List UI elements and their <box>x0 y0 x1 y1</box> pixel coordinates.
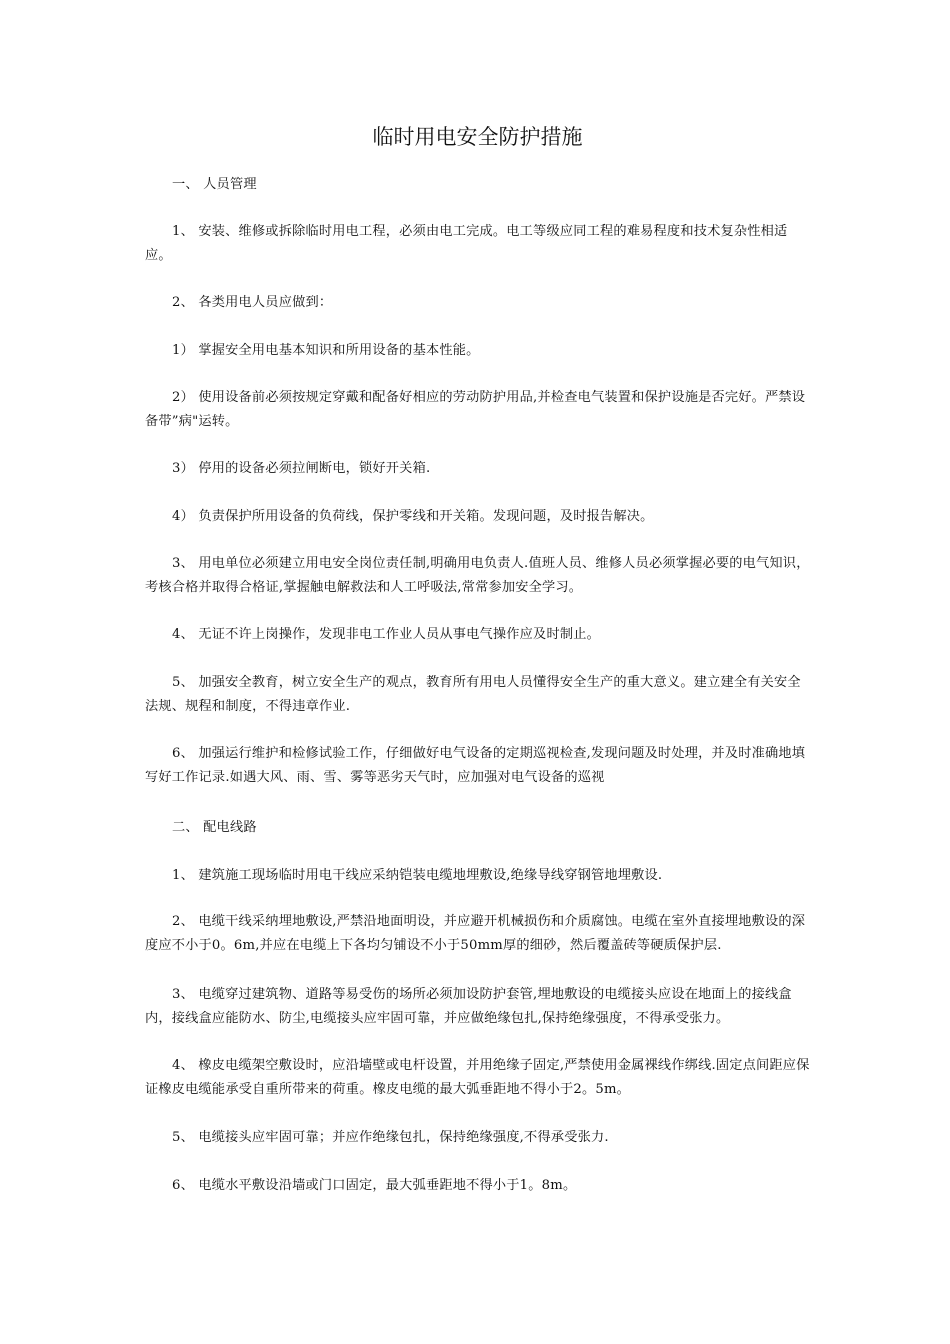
paragraph-2-1: 1） 掌握安全用电基本知识和所用设备的基本性能。 <box>172 343 480 358</box>
section-heading-personnel: 一、 人员管理 <box>172 177 257 192</box>
paragraph-5: 5、 加强安全教育，树立安全生产的观点，教育所有用电人员懂得安全生产的重大意义。建立建全有关安全法规、规程和制度，不得违章作业. <box>145 675 801 714</box>
paragraph-1: 1、 安装、维修或拆除临时用电工程，必须由电工完成。电工等级应同工程的难易程度和技术复杂性相适应。 <box>145 224 788 263</box>
paragraph-4: 4、 无证不许上岗操作，发现非电工作业人员从事电气操作应及时制止。 <box>172 627 600 642</box>
paragraph-6: 6、 加强运行维护和检修试验工作，仔细做好电气设备的定期巡视检查,发现问题及时处理，并及时准确地填写好工作记录.如遇大风、雨、雪、雾等恶劣天气时，应加强对电气设备的巡视 <box>145 746 806 785</box>
wiring-paragraph-6: 6、 电缆水平敷设沿墙或门口固定，最大弧垂距地不得小于1。8m。 <box>172 1178 577 1193</box>
paragraph-3: 3、 用电单位必须建立用电安全岗位责任制,明确用电负责人.值班人员、维修人员必须掌握必要的电气知识，考核合格并取得合格证,掌握触电解救法和人工呼吸法,常常参加安全学习。 <box>145 556 810 595</box>
section-heading-wiring: 二、 配电线路 <box>172 820 257 835</box>
wiring-paragraph-2: 2、 电缆干线采纳埋地敷设,严禁沿地面明设，并应避开机械损伤和介质腐蚀。电缆在室外直接埋地敷设的深度应不小于0。6m,并应在电缆上下各均匀铺设不小于50mm厚的细砂，然后覆盖砖等硬质保护层. <box>145 914 806 953</box>
wiring-paragraph-3: 3、 电缆穿过建筑物、道路等易受伤的场所必须加设防护套管,埋地敷设的电缆接头应设在地面上的接线盒内，接线盒应能防水、防尘,电缆接头应牢固可靠，并应做绝缘包扎,保持绝缘强度，不得承受张力。 <box>145 987 792 1026</box>
document-title: 临时用电安全防护措施 <box>372 125 583 149</box>
paragraph-2-4: 4） 负责保护所用设备的负荷线，保护零线和开关箱。发现问题，及时报告解决。 <box>172 509 654 524</box>
wiring-paragraph-5: 5、 电缆接头应牢固可靠；并应作绝缘包扎，保持绝缘强度,不得承受张力. <box>172 1130 609 1145</box>
paragraph-2-2: 2） 使用设备前必须按规定穿戴和配备好相应的劳动防护用品,并检查电气装置和保护设施是否完好。严禁设备带”病"运转。 <box>145 390 806 429</box>
wiring-paragraph-4: 4、 橡皮电缆架空敷设时，应沿墙壁或电杆设置，并用绝缘子固定,严禁使用金属裸线作绑线.固定点间距应保证橡皮电缆能承受自重所带来的荷重。橡皮电缆的最大弧垂距地不得小于2。5m。 <box>145 1058 810 1097</box>
paragraph-2-3: 3） 停用的设备必须拉闸断电，锁好开关箱. <box>172 461 431 476</box>
paragraph-2: 2、 各类用电人员应做到： <box>172 295 333 310</box>
wiring-paragraph-1: 1、 建筑施工现场临时用电干线应采纳铠装电缆地埋敷设,绝缘导线穿钢管地埋敷设. <box>172 868 663 883</box>
